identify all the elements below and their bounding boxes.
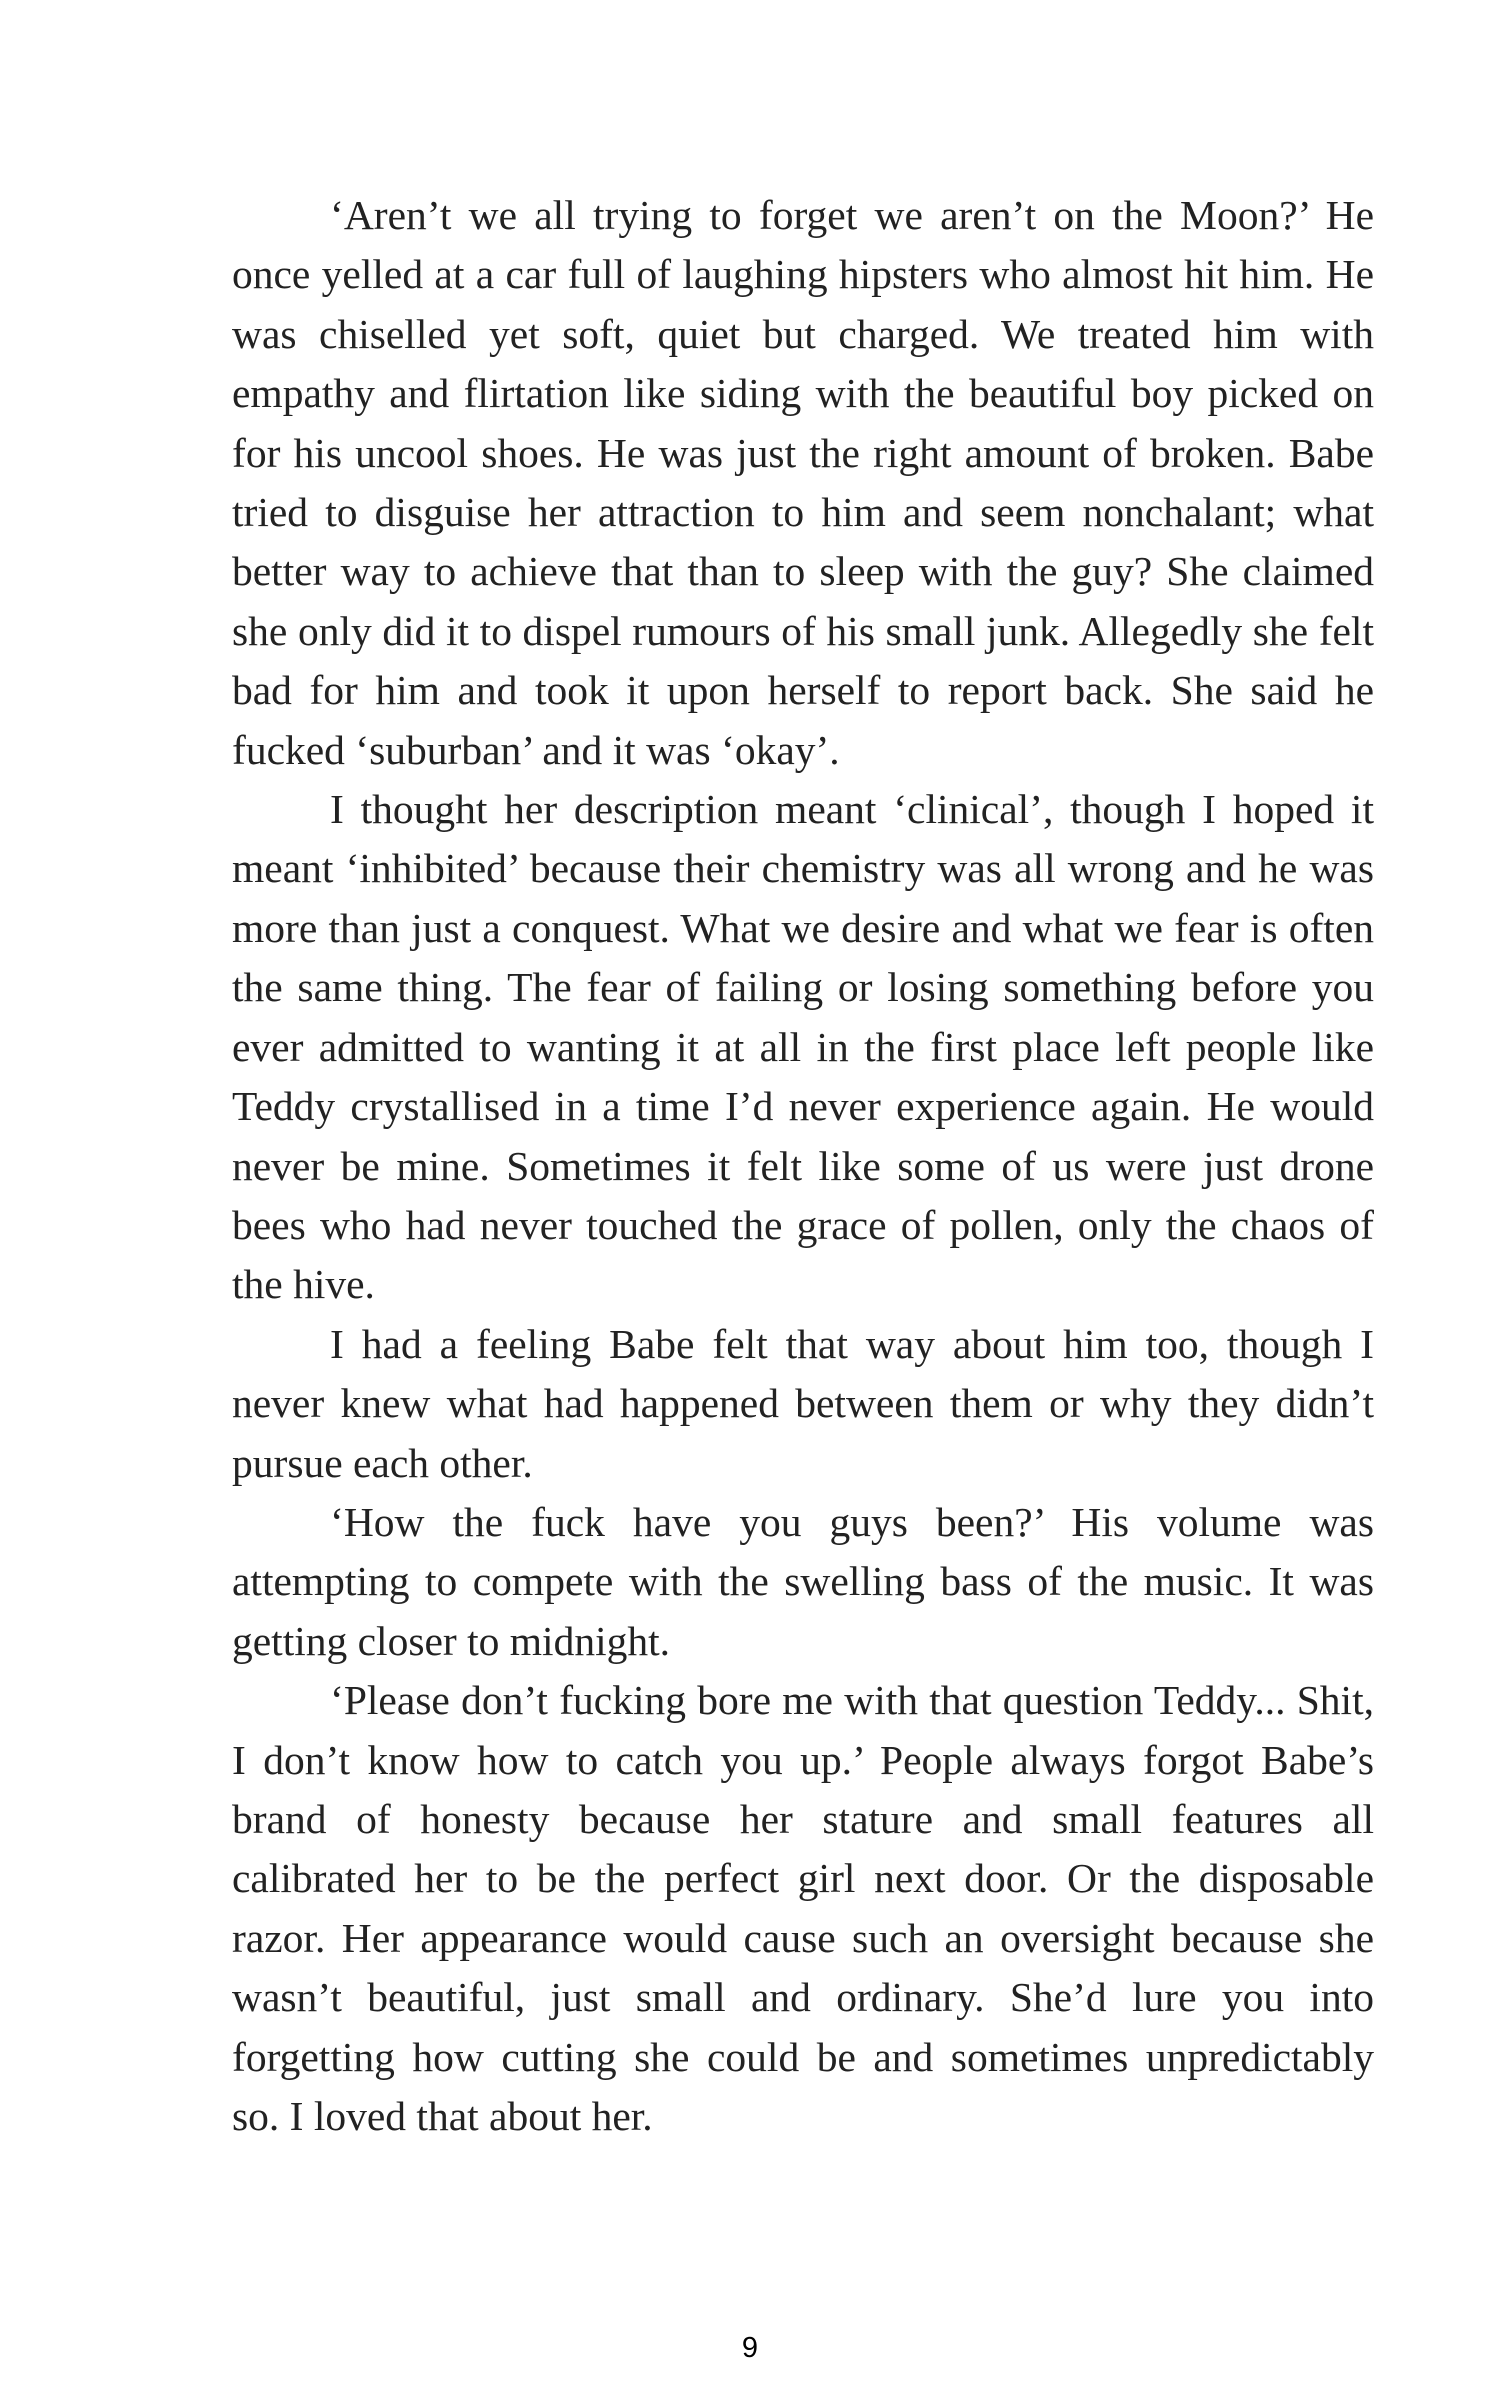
paragraph-4: ‘How the fuck have you guys been?’ His volume was attempting to compete with the swelling bass of the music. It was getting closer to midnight. (232, 1498, 1374, 1664)
paragraph-2: I thought her description meant ‘clinical’, though I hoped it meant ‘inhibited’ because their chemistry was all wrong and he was more than just a conquest. What we desire and what we fear is often the same thing. The fear of failing or losing something before you ever admitted to wanting it at all in the first place left people like Teddy crystallised in a time I’d never experience again. He would never be mine. Sometimes it felt like some of us were just drone bees who had never touched the grace of pollen, only the chaos of the hive. (232, 786, 1374, 1308)
body-text (232, 186, 1374, 2146)
paragraph-5: ‘Please don’t fucking bore me with that question Teddy... Shit, I don’t know how to catch you up.’ People always forgot Babe’s brand of honesty because her stature and small features all calibrated her to be the perfect girl next door. Or the disposable razor. Her appearance would cause such an oversight because she wasn’t beautiful, just small and ordinary. She’d lure you into forgetting how cutting she could be and sometimes unpredictably so. I loved that about her. (232, 1677, 1374, 2139)
page-number: 9 (741, 2332, 759, 2364)
paragraph-3: I had a feeling Babe felt that way about him too, though I never knew what had happened between them or why they didn’t pursue each other. (232, 1320, 1374, 1486)
paragraph-1: ‘Aren’t we all trying to forget we aren’t on the Moon?’ He once yelled at a car full of laughing hipsters who almost hit him. He was chiselled yet soft, quiet but charged. We treated him with empathy and flirtation like siding with the beautiful boy picked on for his uncool shoes. He was just the right amount of broken. Babe tried to disguise her attraction to him and seem nonchalant; what better way to achieve that than to sleep with the guy? She claimed she only did it to dispel rumours of his small junk. Allegedly she felt bad for him and took it upon herself to report back. She said he fucked ‘suburban’ and it was ‘okay’. (232, 192, 1374, 773)
